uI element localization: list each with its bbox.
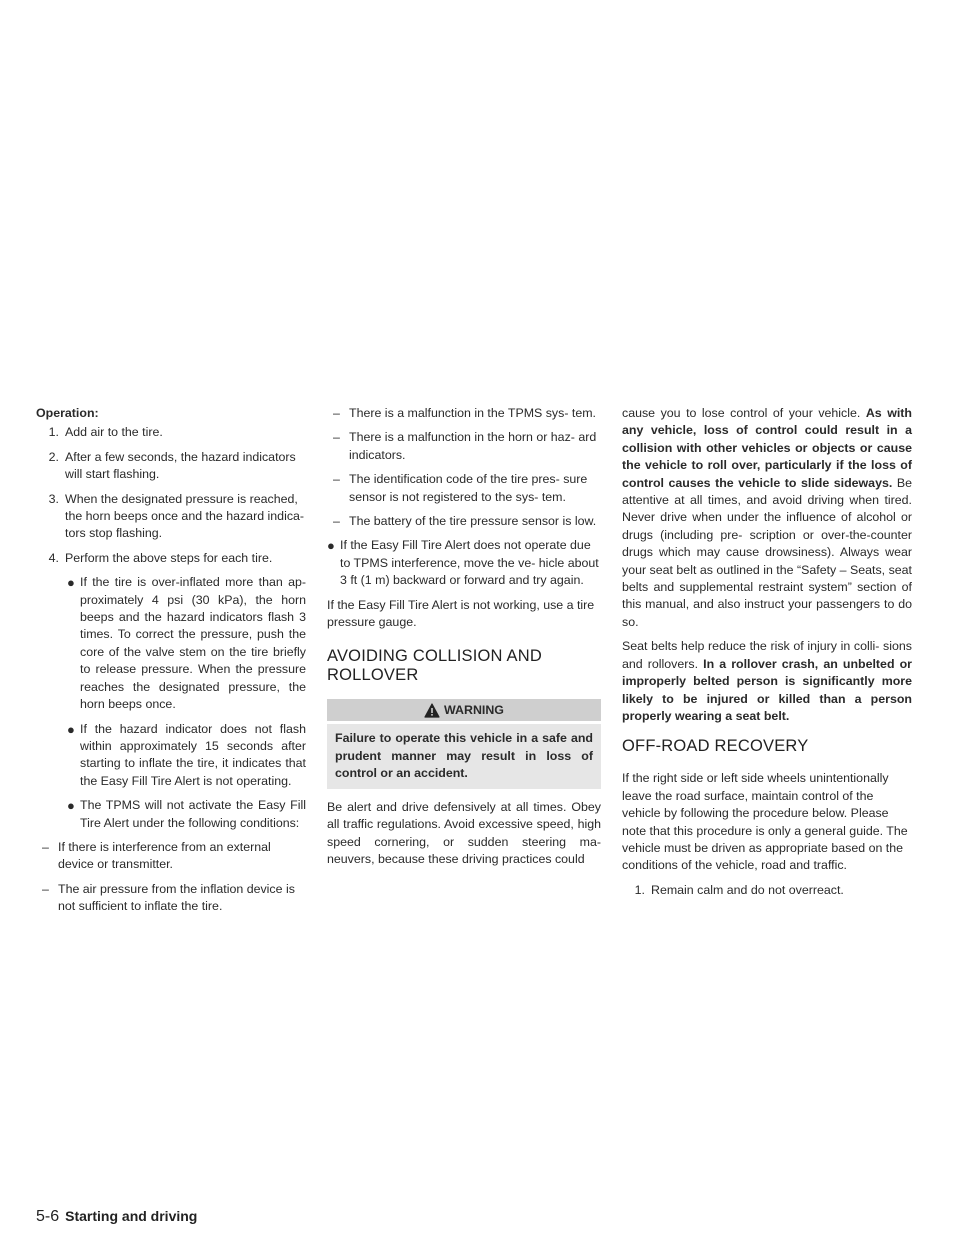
list-item <box>36 449 306 484</box>
column-middle <box>327 405 601 875</box>
bullet-item <box>36 797 306 832</box>
step-text: Perform the above steps for each tire. <box>65 550 273 565</box>
bullet-icon: ● <box>327 538 335 554</box>
paragraph <box>622 638 912 725</box>
bullet-text: If the tire is over-inflated more than ap- proximately 4 psi (30 kPa), the horn beeps and the hazard indicators flash 3 times. To correct the pressure, push the core of the valve stem on the tire briefly to release pressure. When the pressure reaches the designated pressure, the horn beeps once. <box>80 575 306 712</box>
step-text: When the designated pressure is reached, the horn beeps once and the hazard indica- tors stop flashing. <box>65 491 305 541</box>
dash-item <box>327 513 601 530</box>
text-bold: In a rollover crash, an unbelted or improperly belted person is significantly more likely to be injured or killed than a person properly wearing a seat belt. <box>622 656 912 723</box>
bullet-icon: ● <box>67 575 75 591</box>
operation-title: Operation: <box>36 406 99 420</box>
text-normal: cause you to lose control of your vehicle. <box>622 406 866 420</box>
dash-icon: – <box>333 406 340 420</box>
warning-triangle-icon <box>424 703 440 718</box>
heading-line: AVOIDING COLLISION AND <box>327 647 542 666</box>
dash-icon: – <box>333 430 340 445</box>
paragraph <box>622 405 912 631</box>
dash-text: The air pressure from the inflation device is not sufficient to inflate the tire. <box>58 881 295 914</box>
list-item <box>622 882 912 899</box>
text-bold: As with any vehicle, loss of control could result in a collision with other vehicles or objects or cause the vehicle to roll over, particularly if the loss of control causes the vehicle to slide sideways. <box>622 406 912 490</box>
step-number: 2. <box>48 449 59 464</box>
dash-text: The identification code of the tire pres- sure sensor is not registered to the sys- tem. <box>349 472 588 504</box>
warning-label: WARNING <box>444 702 504 717</box>
dash-icon: – <box>42 881 49 896</box>
step-number: 1. <box>634 882 645 897</box>
column-left <box>36 405 306 923</box>
dash-item <box>327 471 601 506</box>
warning-text: Failure to operate this vehicle in a safe and prudent manner may result in loss of control or an accident. <box>327 724 601 788</box>
bullet-item <box>36 574 306 713</box>
step-number: 3. <box>48 491 59 506</box>
bullet-icon: ● <box>67 798 75 814</box>
step-number: 4. <box>48 550 59 565</box>
dash-text: If there is interference from an external device or transmitter. <box>58 839 271 872</box>
paragraph: If the right side or left side wheels unintentionally leave the road surface, maintain control of the vehicle by following the procedure below. Please note that this procedure is only a general guide. The vehicle must be driven as appropriate based on the conditions of the vehicle, road and traffic. <box>622 771 908 873</box>
section-heading: OFF-ROAD RECOVERY <box>622 737 809 756</box>
step-text: Remain calm and do not overreact. <box>651 882 844 897</box>
dash-item <box>36 881 306 916</box>
column-right <box>622 405 912 906</box>
text-normal: Be attentive at all times, and avoid driving when tired. Never drive when under the influence of alcohol or drugs (including pre- scription or over-the-counter drugs which may cause drowsiness). Always wear your seat belt as outlined in the “Safety – Seats, seat belts and supplemental restraint system” section of this manual, and also instruct your passengers to do so. <box>622 475 913 629</box>
heading-line: ROLLOVER <box>327 666 419 685</box>
dash-text: There is a malfunction in the TPMS sys- tem. <box>349 406 596 420</box>
list-item <box>36 550 306 567</box>
dash-text: The battery of the tire pressure sensor is low. <box>349 514 597 529</box>
section-title: Starting and driving <box>65 1208 198 1224</box>
bullet-item <box>36 721 306 791</box>
list-item <box>36 491 306 543</box>
text-normal: Seat belts help reduce the risk of injury in colli- sions and rollovers. <box>622 639 912 671</box>
page-number: 5-6 <box>36 1208 60 1225</box>
warning-header <box>327 699 601 721</box>
dash-icon: – <box>333 472 340 487</box>
paragraph: Be alert and drive defensively at all times. Obey all traffic regulations. Avoid excessive speed, high speed cornering, or sudden steering ma- neuvers, because these driving practices could <box>327 799 601 866</box>
bullet-icon: ● <box>67 721 75 737</box>
bullet-item <box>327 537 601 589</box>
step-text: After a few seconds, the hazard indicators will start flashing. <box>65 449 296 482</box>
bullet-text: If the Easy Fill Tire Alert does not operate due to TPMS interference, move the ve- hicle about 3 ft (1 m) backward or forward and try again. <box>340 538 599 588</box>
list-item <box>36 424 306 441</box>
section-heading <box>327 647 601 685</box>
page-footer <box>36 1208 197 1225</box>
dash-icon: – <box>333 514 340 529</box>
bullet-text: The TPMS will not activate the Easy Fill Tire Alert under the following conditions: <box>80 798 306 830</box>
paragraph: If the Easy Fill Tire Alert is not working, use a tire pressure gauge. <box>327 597 595 630</box>
dash-text: There is a malfunction in the horn or haz- ard indicators. <box>349 430 597 462</box>
dash-item <box>327 429 601 464</box>
step-text: Add air to the tire. <box>65 425 163 440</box>
dash-item <box>36 839 306 874</box>
dash-item <box>327 405 601 422</box>
step-number: 1. <box>48 425 59 440</box>
bullet-text: If the hazard indicator does not flash within approximately 15 seconds after starting to inflate the tire, it indicates that the Easy Fill Tire Alert is not operating. <box>80 721 306 788</box>
dash-icon: – <box>42 839 49 854</box>
